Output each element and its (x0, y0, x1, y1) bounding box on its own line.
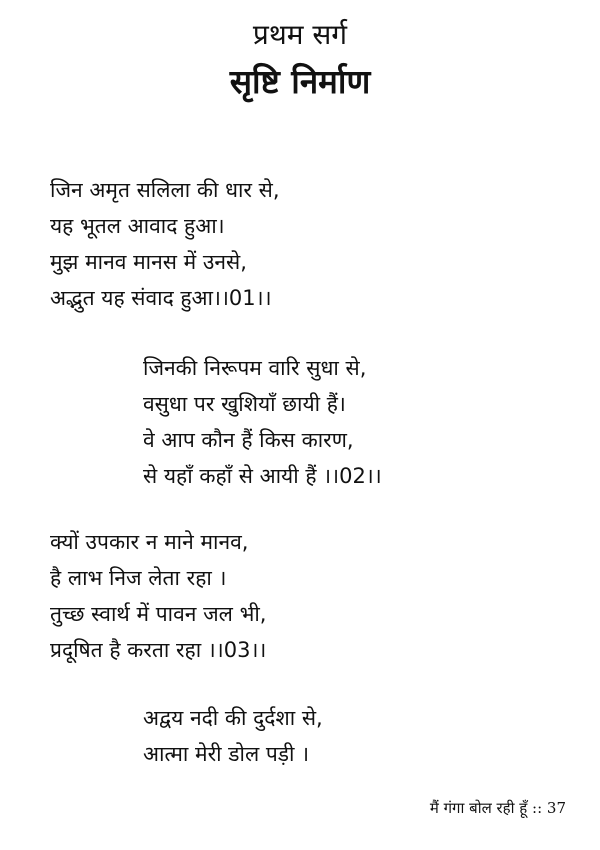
stanza-1 (50, 172, 280, 316)
verse-line: यह भूतल आवाद हुआ। (50, 214, 225, 238)
chapter-heading: प्रथम सर्ग (252, 18, 348, 51)
verse-line: अद्वय नदी की दुर्दशा से, (143, 706, 323, 730)
verse-line: वे आप कौन हैं किस कारण, (143, 428, 354, 452)
verse-line: जिन अमृत सलिला की धार से, (50, 178, 280, 202)
verse-line: क्यों उपकार न माने मानव, (50, 530, 249, 554)
stanza-3 (50, 524, 266, 668)
verse-line: वसुधा पर खुशियाँ छायी हैं। (143, 392, 346, 416)
verse-line: अद्भुत यह संवाद हुआ।।01।। (50, 286, 272, 310)
stanza-2 (143, 350, 382, 494)
stanza-4 (143, 700, 323, 772)
verse-line: तुच्छ स्वार्थ में पावन जल भी, (50, 602, 267, 626)
verse-line: प्रदूषित है करता रहा ।।03।। (50, 638, 267, 662)
verse-line: जिनकी निरूपम वारि सुधा से, (143, 356, 367, 380)
section-title: सृष्टि निर्माण (229, 62, 371, 101)
verse-line: से यहाँ कहाँ से आयी हैं ।।02।। (143, 464, 382, 488)
running-footer: मैं गंगा बोल रही हूँ :: 37 (429, 799, 566, 817)
verse-line: मुझ मानव मानस में उनसे, (50, 250, 247, 274)
verse-line: आत्मा मेरी डोल पड़ी । (143, 742, 310, 766)
verse-line: है लाभ निज लेता रहा । (50, 566, 227, 590)
